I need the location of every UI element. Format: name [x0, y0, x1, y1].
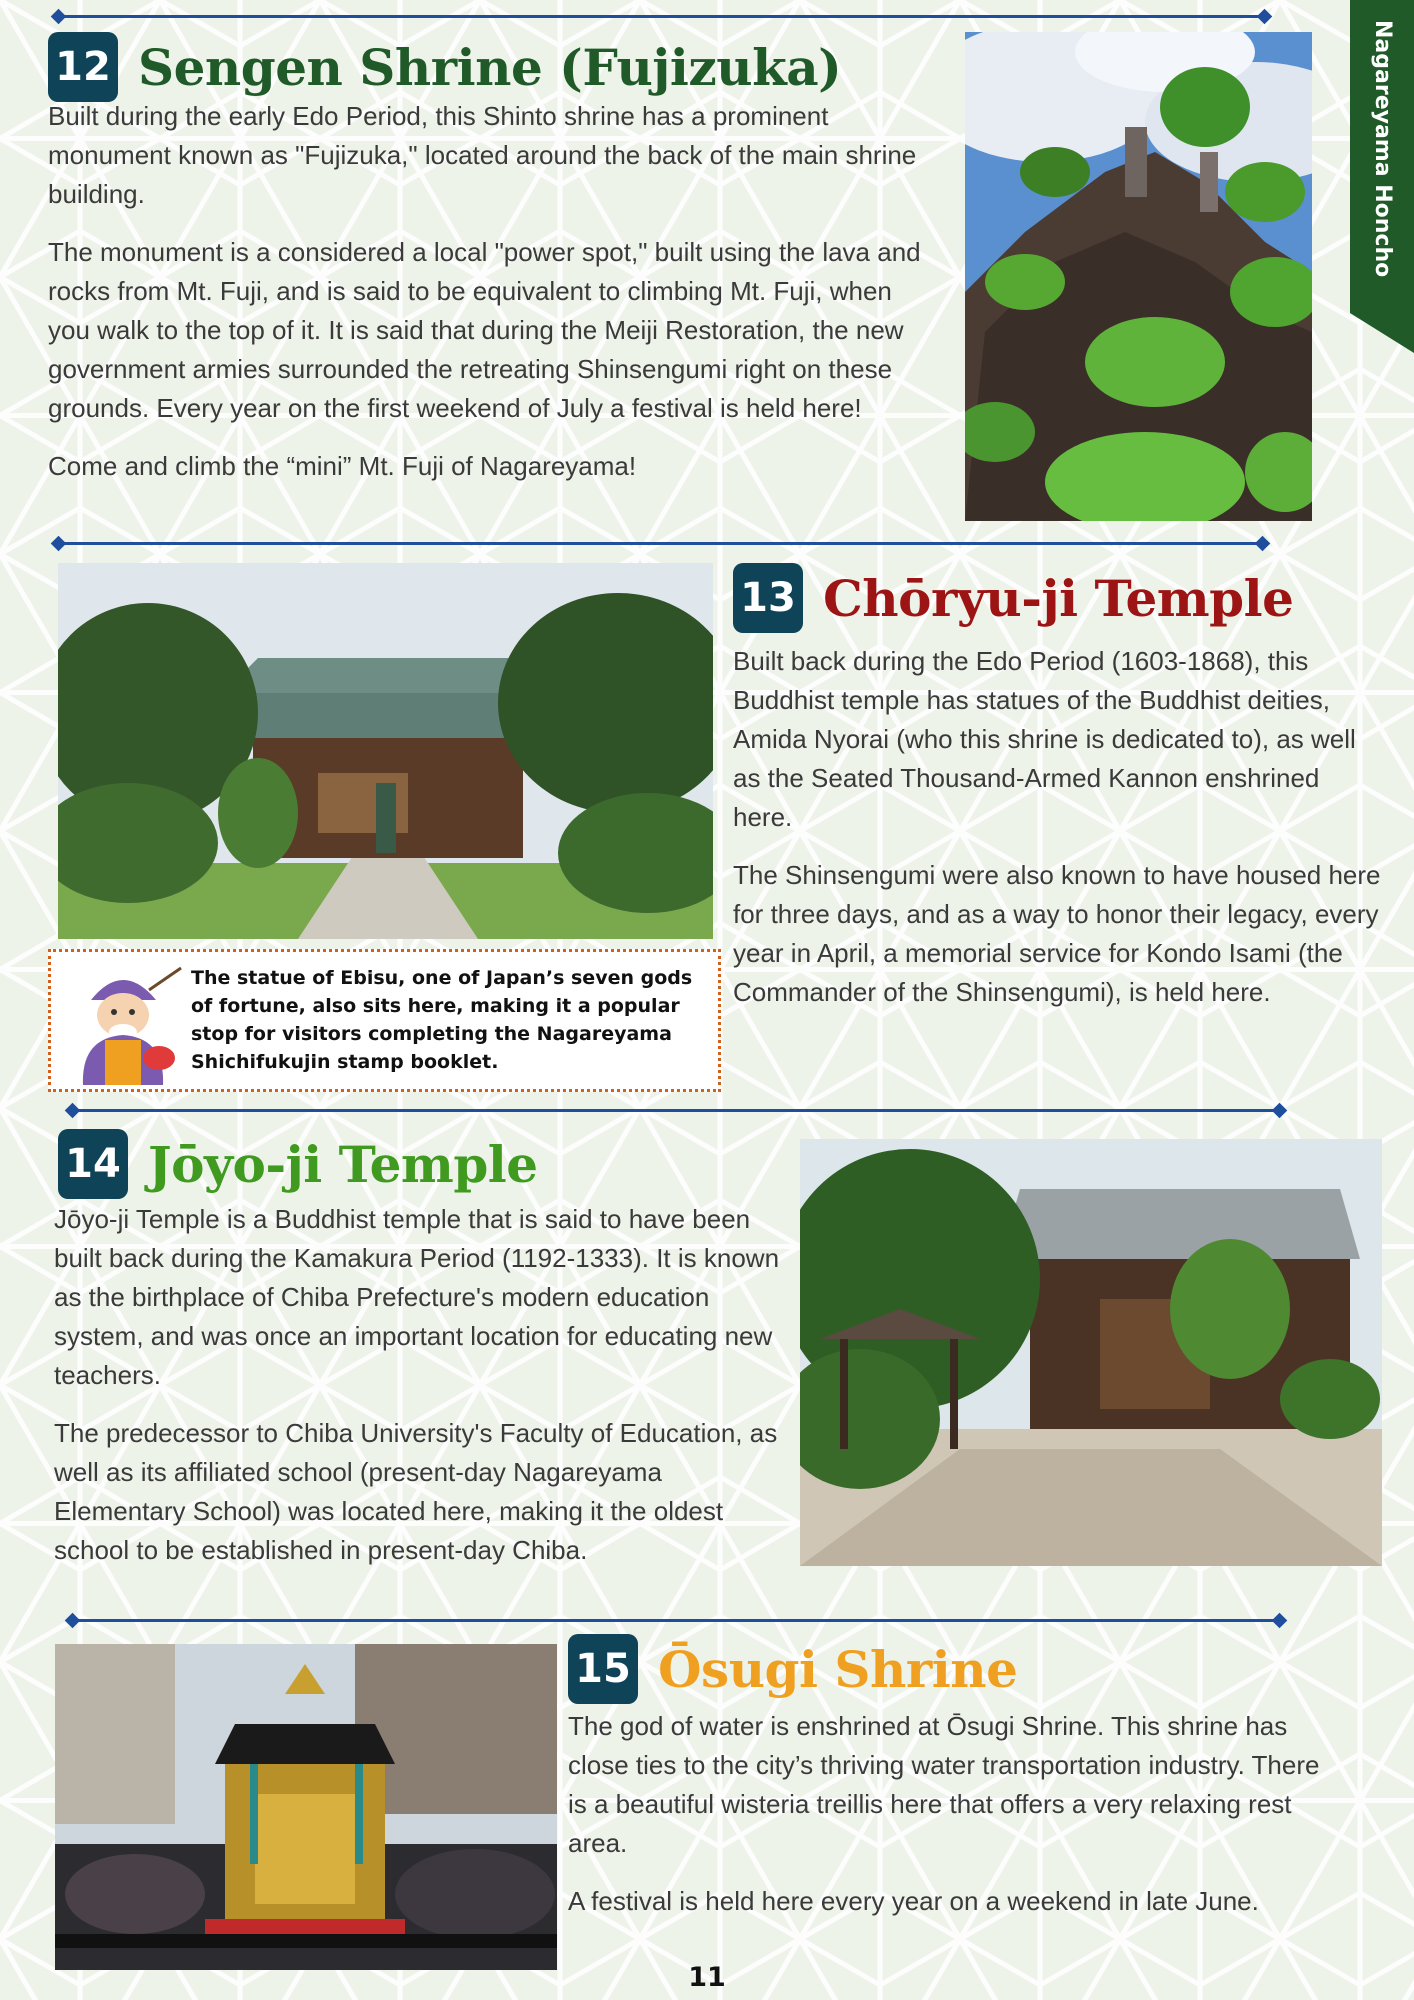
- separator-top: [58, 15, 1265, 18]
- section-14-paragraph-2: The predecessor to Chiba University's Faculty of Education, as well as its affiliated school (present-day Nagareyama Elementary School) was located here, making it the oldest school to be established in present-day Chiba.: [54, 1418, 778, 1565]
- section-13-title: Chōryu-ji Temple: [823, 568, 1294, 628]
- section-15-body: [568, 1707, 1328, 1940]
- section-15-title: Ōsugi Shrine: [658, 1639, 1018, 1699]
- section-12-paragraph-1: Built during the early Edo Period, this Shinto shrine has a prominent monument known as "Fujizuka," located around the back of the main shrine building.: [48, 101, 917, 209]
- separator-2: [72, 1109, 1280, 1112]
- section-14-number: 14: [58, 1129, 128, 1199]
- fujizuka-photo: [965, 32, 1312, 521]
- section-12-body: [48, 97, 933, 505]
- section-13-header: [733, 563, 1293, 633]
- section-14-header: [58, 1129, 538, 1199]
- page-number: 11: [688, 1962, 726, 1993]
- ebisu-note-text: The statue of Ebisu, one of Japan’s seven gods of fortune, also sits here, making it a popular stop for visitors completing the Nagareyama Shichifukujin stamp booklet.: [191, 967, 693, 1073]
- section-14-body: [54, 1200, 789, 1589]
- section-12-paragraph-3: Come and climb the “mini” Mt. Fuji of Nagareyama!: [48, 451, 637, 481]
- section-13-body: [733, 642, 1381, 1031]
- section-15-paragraph-2: A festival is held here every year on a weekend in late June.: [568, 1886, 1259, 1916]
- section-15-paragraph-1: The god of water is enshrined at Ōsugi Shrine. This shrine has close ties to the city’s thriving water transportation industry. There is a beautiful wisteria treillis here that offers a very relaxing rest area.: [568, 1711, 1320, 1858]
- section-12-paragraph-2: The monument is a considered a local "power spot," built using the lava and rocks from Mt. Fuji, and is said to be equivalent to climbing Mt. Fuji, when you walk to the top of it. It is said that during the Meiji Restoration, the new government armies surrounded the retreating Shinsengumi right on these grounds. Every year on the first weekend of July a festival is held here!: [48, 237, 921, 423]
- side-tab-label: Nagareyama Honcho: [1370, 20, 1395, 278]
- section-13-number: 13: [733, 563, 803, 633]
- osugi-photo: [55, 1644, 557, 1970]
- side-tab: [1350, 0, 1414, 353]
- ebisu-illustration: [61, 960, 186, 1085]
- joyoji-photo: [800, 1139, 1382, 1566]
- ebisu-note: [48, 949, 721, 1092]
- choryuji-photo: [58, 563, 713, 939]
- section-15-number: 15: [568, 1634, 638, 1704]
- section-12-header: [48, 32, 841, 102]
- separator-1: [58, 542, 1263, 545]
- section-15-header: [568, 1634, 1017, 1704]
- section-14-title: Jōyo-ji Temple: [148, 1134, 538, 1194]
- section-13-paragraph-2: The Shinsengumi were also known to have housed here for three days, and as a way to honor their legacy, every year in April, a memorial service for Kondo Isami (the Commander of the Shinsengumi), is held here.: [733, 860, 1381, 1007]
- section-14-paragraph-1: Jōyo-ji Temple is a Buddhist temple that is said to have been built back during the Kamakura Period (1192-1333). It is known as the birthplace of Chiba Prefecture's modern education system, and was once an important location for educating new teachers.: [54, 1204, 780, 1390]
- section-12-number: 12: [48, 32, 118, 102]
- section-12-title: Sengen Shrine (Fujizuka): [138, 37, 842, 97]
- separator-3: [72, 1619, 1280, 1622]
- section-13-paragraph-1: Built back during the Edo Period (1603-1868), this Buddhist temple has statues of the Buddhist deities, Amida Nyorai (who this shrine is dedicated to), as well as the Seated Thousand-Armed Kannon enshrined here.: [733, 646, 1356, 832]
